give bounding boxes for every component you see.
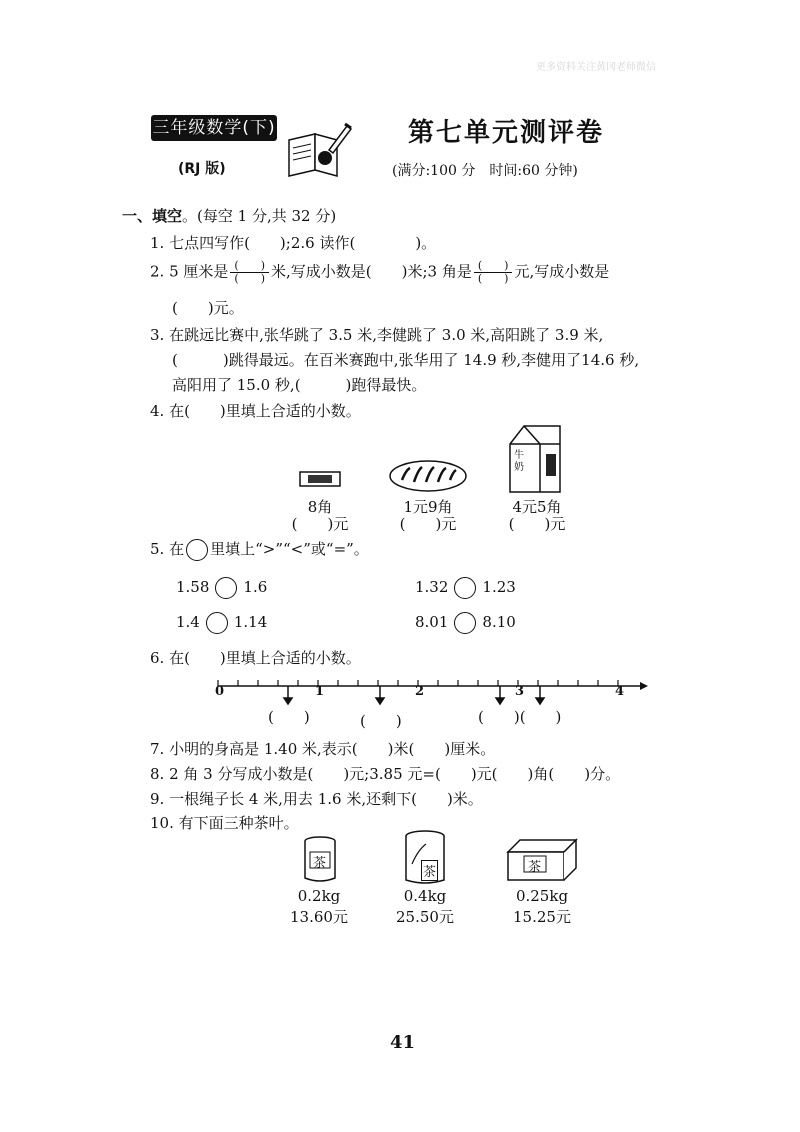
q2-text-b: 米,写成小数是( )米;3 角是 [271, 262, 472, 281]
fraction-denominator: ( ) [477, 272, 509, 285]
tea-weight-3: 0.25kg [515, 887, 569, 905]
tea-price-1: 13.60元 [290, 908, 348, 926]
compare-circle[interactable] [454, 577, 476, 599]
tea-label: 茶 [421, 860, 438, 881]
compare-left: 1.32 [415, 578, 449, 596]
exam-meta: (满分:100 分 时间:60 分钟) [392, 163, 578, 179]
blank-eraser: ( )元 [291, 515, 349, 533]
fraction-blank [230, 260, 269, 285]
compare-1 [176, 577, 267, 599]
compare-circle[interactable] [454, 612, 476, 634]
fraction-numerator: ( ) [474, 260, 513, 273]
question-9: 9. 一根绳子长 4 米,用去 1.6 米,还剩下( )米。 [150, 790, 483, 808]
compare-4 [415, 612, 516, 634]
compare-right: 1.23 [482, 578, 516, 596]
question-10: 10. 有下面三种茶叶。 [150, 814, 299, 832]
watermark: 更多资料关注黄冈老师微信 [536, 62, 656, 73]
tea-label: 茶 [313, 856, 327, 871]
number-line-blank: ( ) [268, 708, 310, 726]
grade-badge: 三年级数学(下) [151, 115, 277, 141]
number-line-blank: ( ) [360, 712, 402, 730]
compare-2 [415, 577, 516, 599]
blank-milk: ( )元 [508, 515, 566, 533]
circle-blank-icon [186, 539, 208, 561]
tea-price-2: 25.50元 [396, 908, 454, 926]
question-2-cont: ( )元。 [172, 299, 244, 317]
compare-3 [176, 612, 267, 634]
tick-label-0: 0 [215, 684, 225, 699]
tick-label-2: 2 [415, 684, 425, 699]
compare-left: 8.01 [415, 613, 449, 631]
compare-right: 1.6 [243, 578, 268, 596]
question-1: 1. 七点四写作( );2.6 读作( )。 [150, 234, 437, 252]
compare-left: 1.58 [176, 578, 210, 596]
tick-label-3: 3 [515, 684, 525, 699]
question-3-line-2: ( )跳得最远。在百米赛跑中,张华用了 14.9 秒,李健用了14.6 秒, [172, 351, 640, 369]
carton-text: 牛奶 [514, 450, 524, 473]
tick-label-4: 4 [615, 684, 625, 699]
q2-text-a: 2. 5 厘米是 [150, 262, 229, 281]
tea-can-icon [302, 836, 338, 888]
q5-post: 里填上“>”“<”或“=”。 [210, 540, 369, 558]
section-heading [122, 205, 336, 226]
price-eraser: 8角 [307, 498, 333, 516]
section-title: 一、填空 [122, 207, 183, 225]
fraction-blank [474, 260, 513, 285]
edition-label: (RJ 版) [178, 161, 226, 177]
tick-label-1: 1 [315, 684, 325, 699]
compare-circle[interactable] [215, 577, 237, 599]
bread-icon [388, 458, 468, 498]
compare-right: 8.10 [482, 613, 516, 631]
section-note: 。(每空 1 分,共 32 分) [182, 207, 337, 225]
question-5 [150, 538, 369, 561]
compare-circle[interactable] [206, 612, 228, 634]
question-7: 7. 小明的身高是 1.40 米,表示( )米( )厘米。 [150, 740, 496, 758]
question-3-line-3: 高阳用了 15.0 秒,( )跑得最快。 [172, 376, 427, 394]
fraction-numerator: ( ) [230, 260, 269, 273]
question-4: 4. 在( )里填上合适的小数。 [150, 402, 361, 420]
question-8: 8. 2 角 3 分写成小数是( )元;3.85 元=( )元( )角( )分。 [150, 765, 621, 783]
question-2 [150, 260, 609, 285]
question-3-line-1: 3. 在跳远比赛中,张华跳了 3.5 米,李健跳了 3.0 米,高阳跳了 3.9 米, [150, 326, 604, 344]
number-line-blank-pair: ( )( ) [478, 708, 562, 726]
price-bread: 1元9角 [403, 498, 453, 516]
q2-text-c: 元,写成小数是 [514, 262, 610, 281]
price-milk: 4元5角 [512, 498, 562, 516]
fraction-denominator: ( ) [234, 272, 265, 285]
compare-right: 1.14 [233, 613, 268, 631]
milk-carton-icon [504, 422, 564, 498]
blank-bread: ( )元 [399, 515, 457, 533]
tea-box-icon [506, 838, 578, 886]
tea-price-3: 15.25元 [513, 908, 571, 926]
page-number: 41 [390, 1032, 416, 1053]
page-title: 第七单元测评卷 [408, 118, 605, 148]
question-6: 6. 在( )里填上合适的小数。 [150, 649, 361, 667]
tea-label: 茶 [528, 860, 542, 875]
q5-pre: 5. 在 [150, 540, 185, 558]
eraser-icon [298, 468, 342, 494]
tea-jar-icon [404, 830, 446, 890]
book-pen-icon [285, 120, 355, 184]
tea-weight-2: 0.4kg [403, 887, 447, 905]
tea-weight-1: 0.2kg [297, 887, 341, 905]
compare-left: 1.4 [176, 613, 200, 631]
